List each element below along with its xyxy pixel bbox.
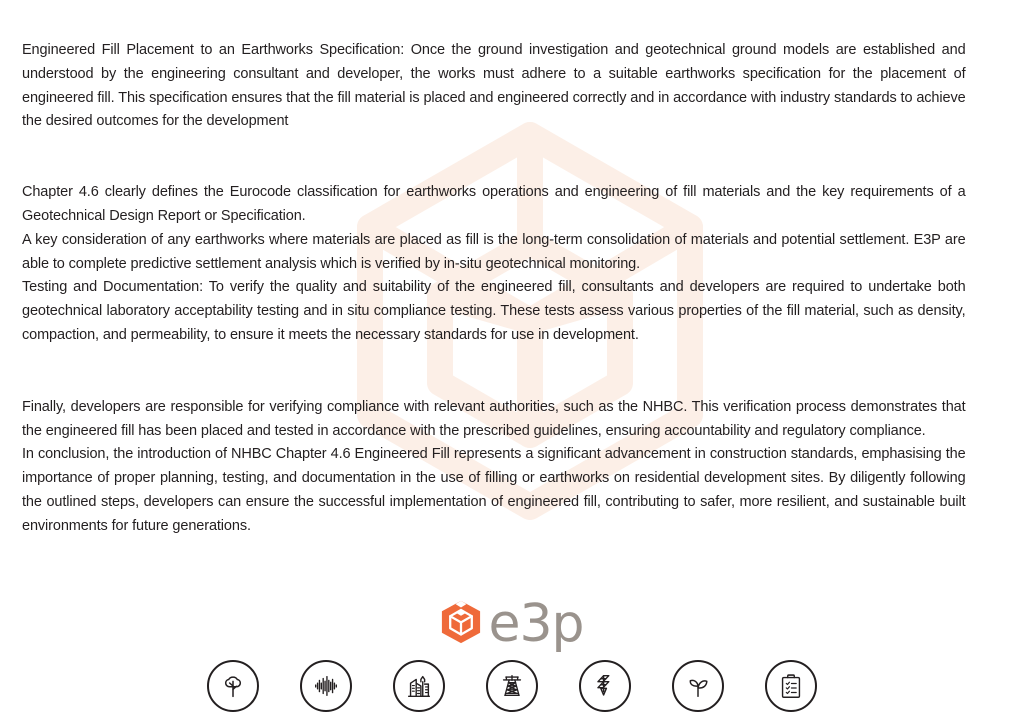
sound-wave-icon[interactable] [300,660,352,712]
borehole-auger-icon[interactable] [579,660,631,712]
e3p-cube-icon [440,600,482,644]
text-column [22,38,1010,538]
paragraph-key-consideration: A key consideration of any earthworks where materials are placed as fill is the long-term consolidation of materials and potential settlement. E3P are able to complete predictive settlement analysis which is verified by in-situ geotechnical monitoring. [22,230,966,272]
paragraph-chapter-4-6: Chapter 4.6 clearly defines the Eurocode classification for earthworks operations and engineering of fill materials and the key requirements of a Geotechnical Design Report or Specification. [22,183,966,224]
clipboard-check-icon[interactable] [765,660,817,712]
paragraph-finally-compliance: Finally, developers are responsible for verifying compliance with relevant authorities, such as the NHBC. This verification process demonstrates that the engineered fill has been placed and tested in accordance with the prescribed guidelines, ensuring accountability and regulatory compliance. [22,397,966,439]
service-icon-strip [0,657,1024,715]
paragraph-engineered-fill-placement: Engineered Fill Placement to an Earthworks Specification: Once the ground investigation and geotechnical ground models are established and understood by the engineering consultant and developer, the works must adhere to a suitable earthworks specification for the placement of engineered fill. This specification ensures that the fill material is placed and engineered correctly and in accordance with industry standards to achieve the desired outcomes for the development [22,41,966,130]
paragraph-testing-and-documentation: Testing and Documentation: To verify the quality and suitability of the engineered fill, consultants and developers are required to undertake both geotechnical laboratory acceptability testing and in situ compliance testing. These tests assess various properties of the fill material, such as density, compaction, and permeability, to ensure it meets the necessary standards for use in development. [22,278,966,343]
paragraph-spacer [22,133,1010,180]
paragraph-spacer [22,347,1010,395]
logo-wordmark: e3p [488,594,584,654]
brand-logo [0,594,1024,654]
buildings-icon[interactable] [393,660,445,712]
pylon-icon[interactable] [486,660,538,712]
paragraph-in-conclusion: In conclusion, the introduction of NHBC Chapter 4.6 Engineered Fill represents a significant advancement in construction standards, emphasising the importance of proper planning, testing, and documentation in the use of filling or earthworks on residential development sites. By diligently following the outlined steps, developers can ensure the successful implementation of engineered fill, contributing to safer, more resilient, and sustainable built environments for future generations. [22,445,966,534]
tree-icon[interactable] [207,660,259,712]
seedling-icon[interactable] [672,660,724,712]
